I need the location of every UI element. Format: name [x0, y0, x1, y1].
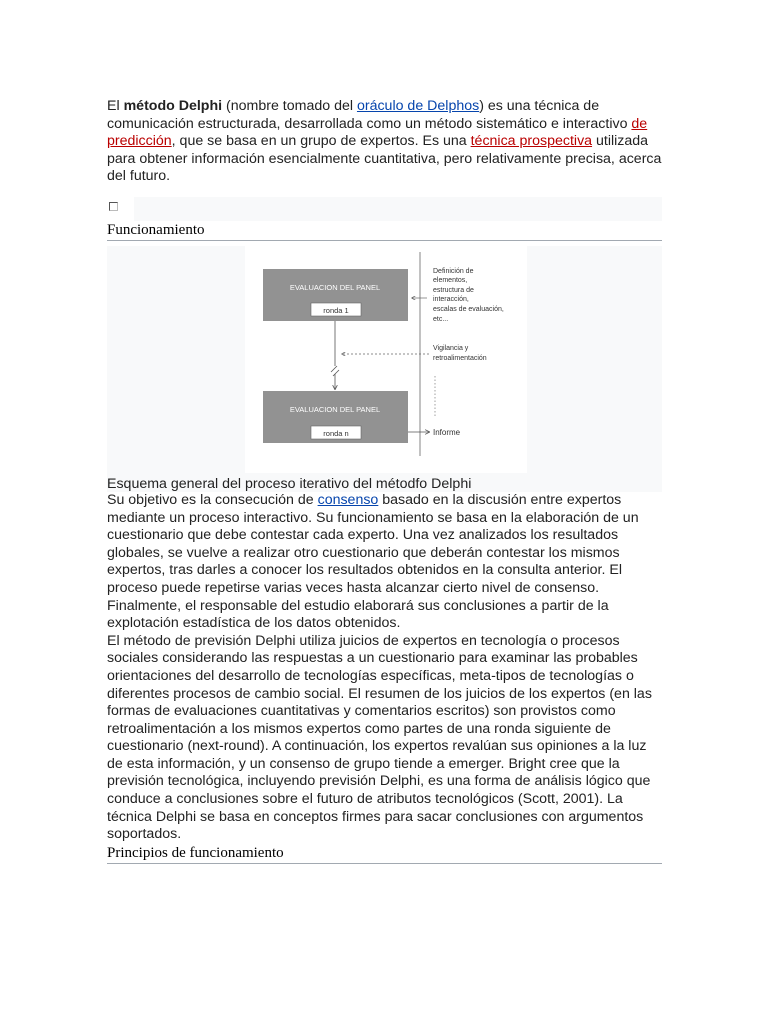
- intro-paragraph: [107, 98, 662, 186]
- definition-text: Definición de elementos, estructura de interacción, escalas de evaluación, etc...: [433, 267, 504, 323]
- toc-checkbox[interactable]: [109, 202, 118, 211]
- intro-text-2: (nombre tomado del: [222, 98, 357, 114]
- round-n-label: ronda n: [323, 428, 349, 438]
- intro-text-3: ) es una técnica de comunicación estructurada, desarrollada como un método sistemático e interactivo: [107, 98, 632, 132]
- vigilancia-text: Vigilancia y retroalimentación: [433, 344, 487, 362]
- link-oraculo-de-delphos[interactable]: oráculo de Delphos: [356, 98, 480, 114]
- intro-text-1: El: [107, 98, 124, 114]
- toc-placeholder: [107, 197, 662, 221]
- section-heading-principios: Principios de funcionamiento: [107, 844, 662, 864]
- round-1-label: ronda 1: [323, 305, 349, 315]
- para2-text-2: basado en la discusión entre expertos mediante un proceso interactivo. Su funcionamiento se basa en la elaboración de un cuestionario que debe contestar cada experto. Una vez analizados los resultados globales, se vuelve a realizar otro cuestionario que deberán contestar los mismos expertos, tras darles a conocer los resultados obtenidos en la consulta anterior. El proceso puede repetirse varias veces hasta alcanzar cierto nivel de consenso. Finalmente, el responsable del estudio elaborará sus conclusiones a partir de la explotación estadística de los datos obtenidos.: [107, 491, 639, 632]
- article-content: [107, 98, 662, 864]
- intro-text-4: , que se basa en un grupo de expertos. Es una: [171, 133, 471, 150]
- panel-box-2-title: EVALUACION DEL PANEL: [289, 404, 381, 414]
- link-consenso[interactable]: consenso: [317, 491, 379, 508]
- delphi-diagram-svg: [245, 246, 527, 473]
- paragraph-objetivo: [107, 492, 662, 633]
- figure-caption: Esquema general del proceso iterativo del métodfo Delphi: [107, 475, 472, 492]
- panel-box-1-title: EVALUACION DEL PANEL: [289, 282, 381, 292]
- link-de-prediccion[interactable]: de predicción: [107, 115, 648, 150]
- intro-bold-term: método Delphi: [123, 98, 223, 114]
- para2-text-1: Su objetivo es la consecución de: [107, 491, 318, 508]
- paragraph-prevision: El método de previsión Delphi utiliza juicios de expertos en tecnología o procesos sociales considerando las respuestas a un cuestionario para examinar las probables orientaciones del desarrollo de tecnologías específicas, meta-tipos de tecnologías o diferentes procesos de cambio social. El resumen de los juicios de los expertos (en las formas de evaluaciones cuantitativas y comentarios escritos) son provistos como retroalimentación a los mismos expertos como partes de una ronda siguiente de cuestionario (next-round). A continuación, los expertos revalúan sus opiniones a la luz de esta información, y un consenso de grupo tiende a emerger. Bright cree que la previsión tecnológica, incluyendo previsión Delphi, es una forma de análisis lógico que conduce a conclusiones sobre el futuro de atributos tecnológicos (Scott, 2001). La técnica Delphi se basa en conceptos firmes para sacar conclusiones con argumentos soportados.: [107, 632, 652, 843]
- connector-break-1: [331, 366, 337, 372]
- section-heading-funcionamiento: Funcionamiento: [107, 221, 662, 241]
- figure-thumbnail: [107, 246, 662, 492]
- link-tecnica-prospectiva[interactable]: técnica prospectiva: [470, 133, 593, 150]
- delphi-diagram: [245, 246, 527, 473]
- toc-bar: [134, 197, 662, 221]
- intro-text-5: utilizada para obtener información esencialmente cuantitativa, pero relativamente precisa, acerca del futuro.: [107, 133, 662, 185]
- connector-break-2: [333, 370, 339, 376]
- informe-text: Informe: [433, 427, 461, 437]
